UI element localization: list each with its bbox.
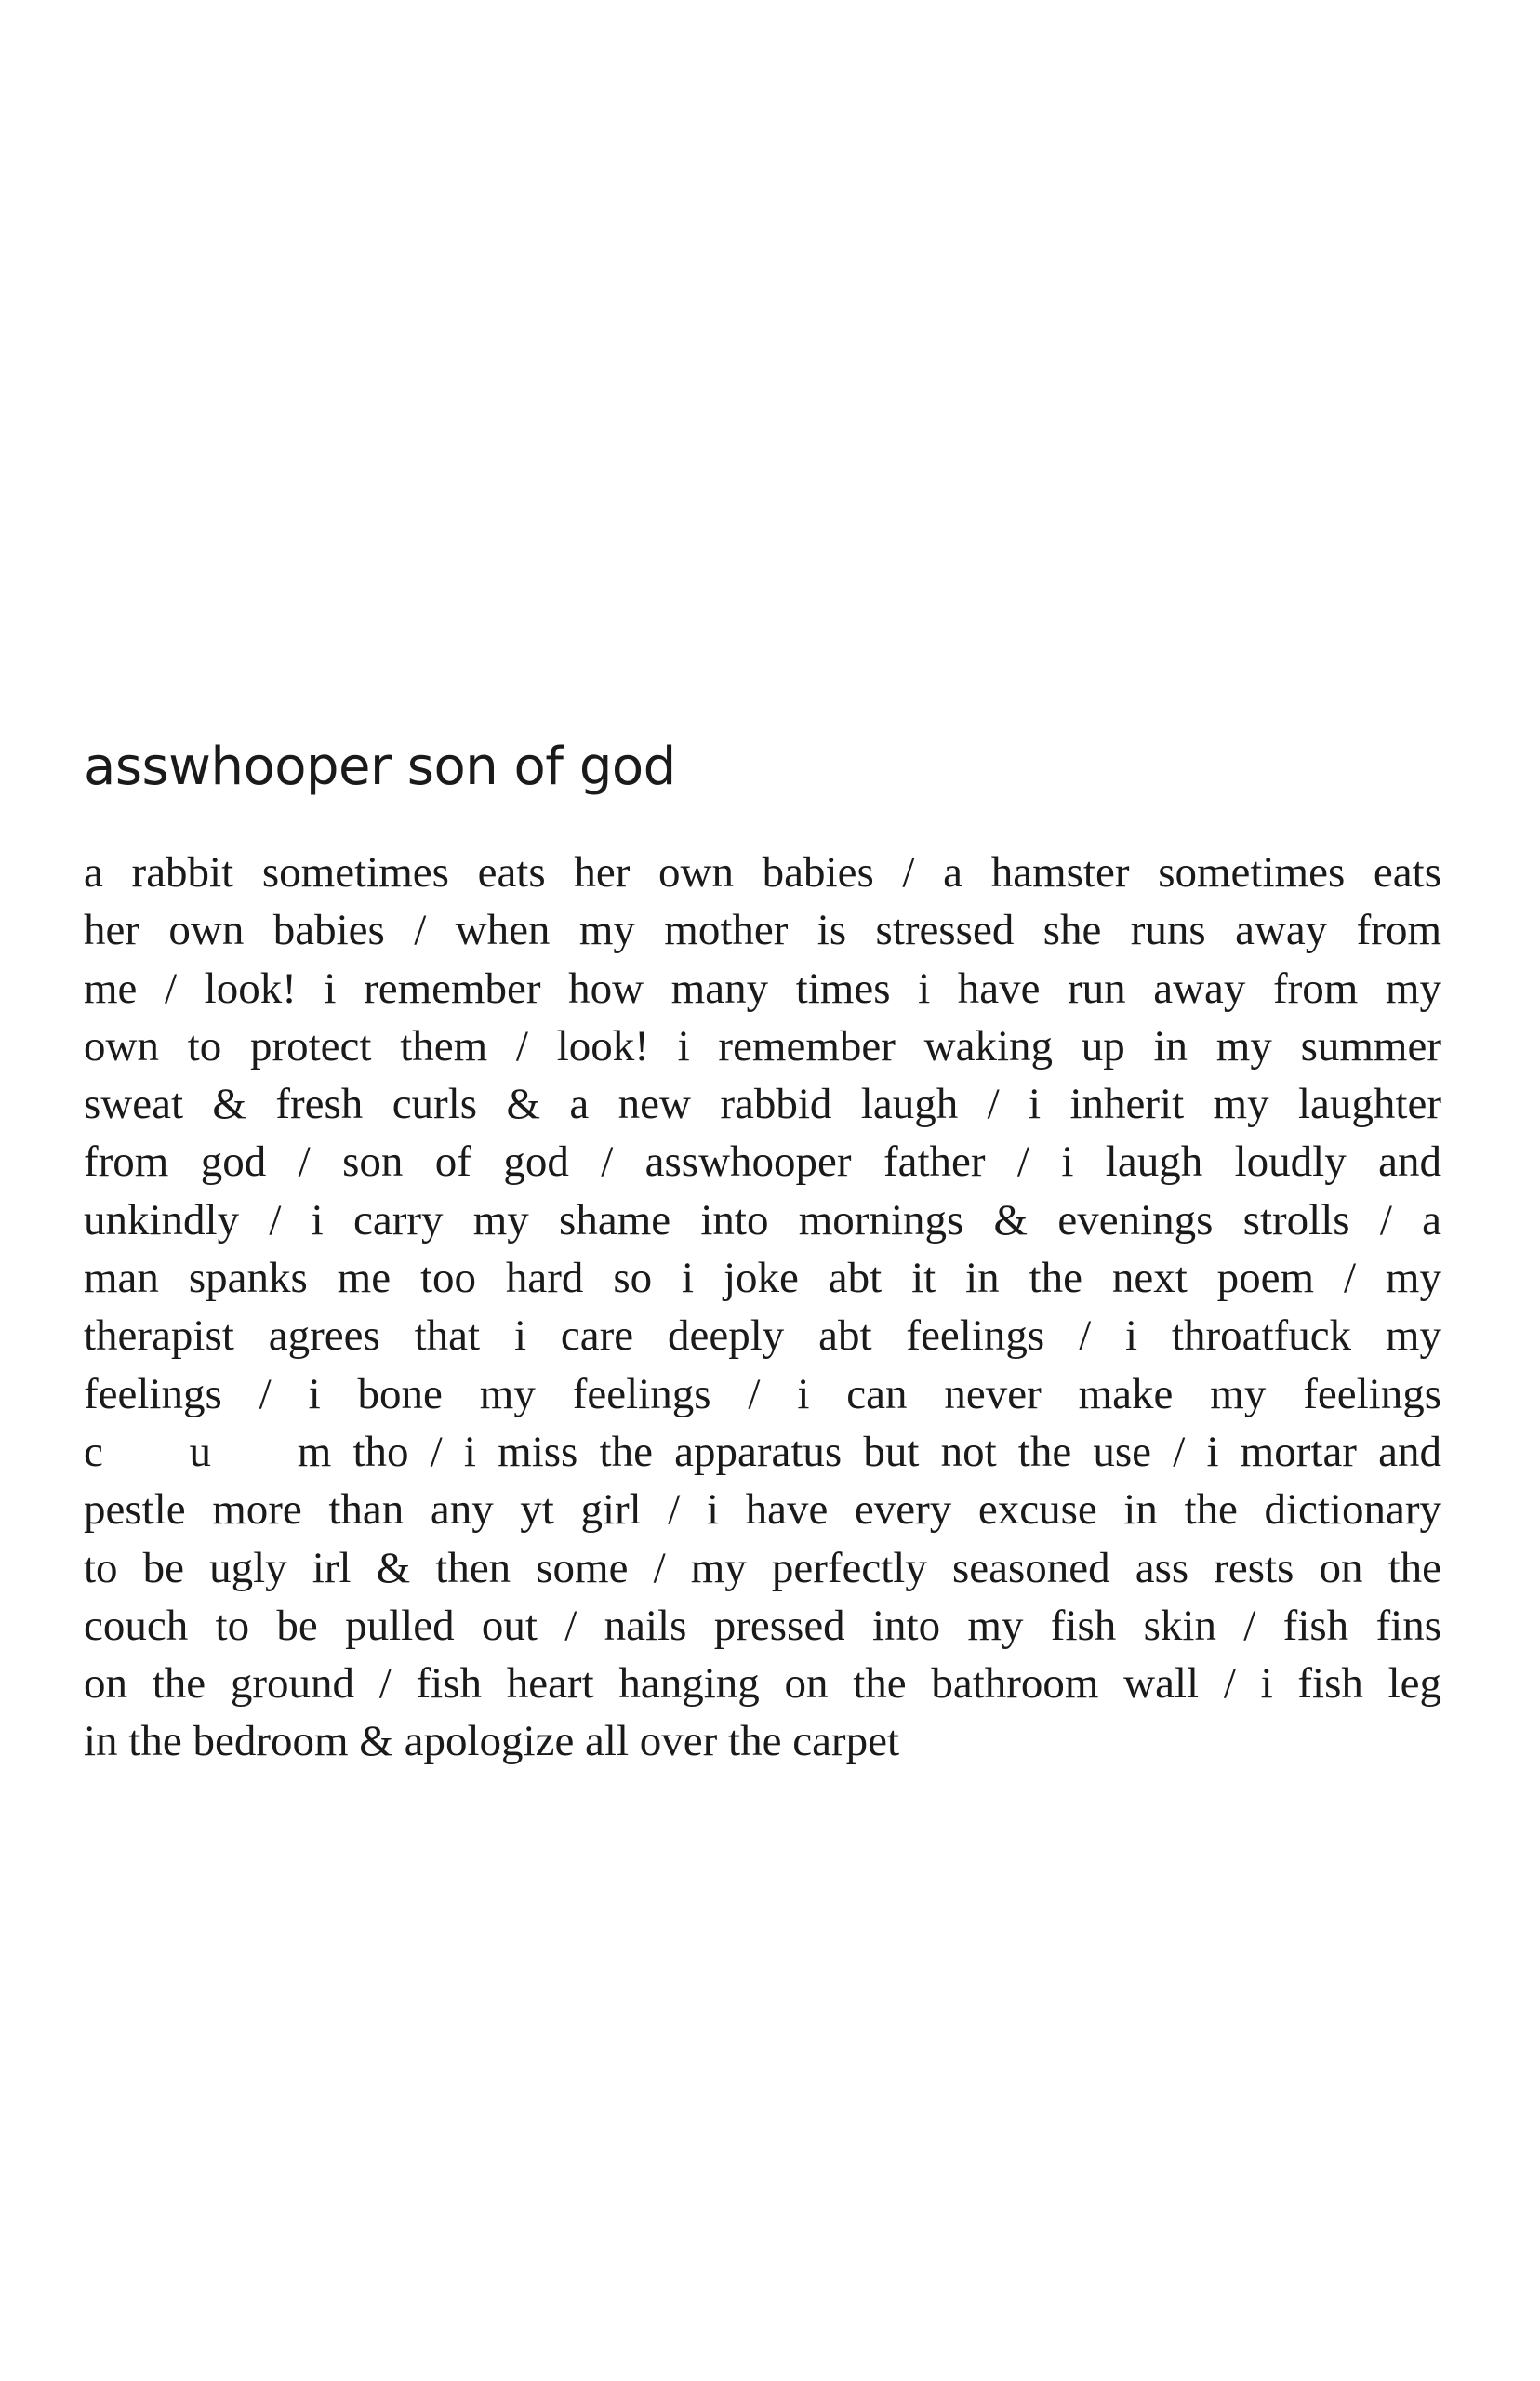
poem-line: therapist agrees that i care deeply abt feelings / i throatfuck my	[84, 1311, 1441, 1361]
poem-line: her own babies / when my mother is stressed she runs away from	[84, 906, 1441, 955]
poem-line: sweat & fresh curls & a new rabbid laugh / i inherit my laughter	[84, 1080, 1441, 1129]
poem-line: own to protect them / look! i remember waking up in my summer	[84, 1021, 1441, 1071]
poem-title: asswhooper son of god	[84, 737, 676, 797]
poem-line: a rabbit sometimes eats her own babies / a hamster sometimes eats	[84, 848, 1441, 897]
poem-line: me / look! i remember how many times i have run away from my	[84, 964, 1441, 1013]
poem-line: on the ground / fish heart hanging on the bathroom wall / i fish leg	[84, 1659, 1441, 1709]
poem-line: to be ugly irl & then some / my perfectly seasoned ass rests on the	[84, 1543, 1441, 1592]
poem-line: couch to be pulled out / nails pressed into my fish skin / fish fins	[84, 1601, 1441, 1650]
poem-body	[84, 844, 1441, 1771]
poem-line: c u m tho / i miss the apparatus but not the use / i mortar and	[84, 1427, 1441, 1476]
poem-line: in the bedroom & apologize all over the carpet	[84, 1717, 900, 1766]
poem-line: unkindly / i carry my shame into mornings & evenings strolls / a	[84, 1195, 1441, 1244]
poem-line: pestle more than any yt girl / i have every excuse in the dictionary	[84, 1485, 1441, 1535]
poem-line: feelings / i bone my feelings / i can never make my feelings	[84, 1369, 1441, 1418]
poem-line: man spanks me too hard so i joke abt it in the next poem / my	[84, 1254, 1441, 1303]
poem-line: from god / son of god / asswhooper father / i laugh loudly and	[84, 1137, 1441, 1187]
